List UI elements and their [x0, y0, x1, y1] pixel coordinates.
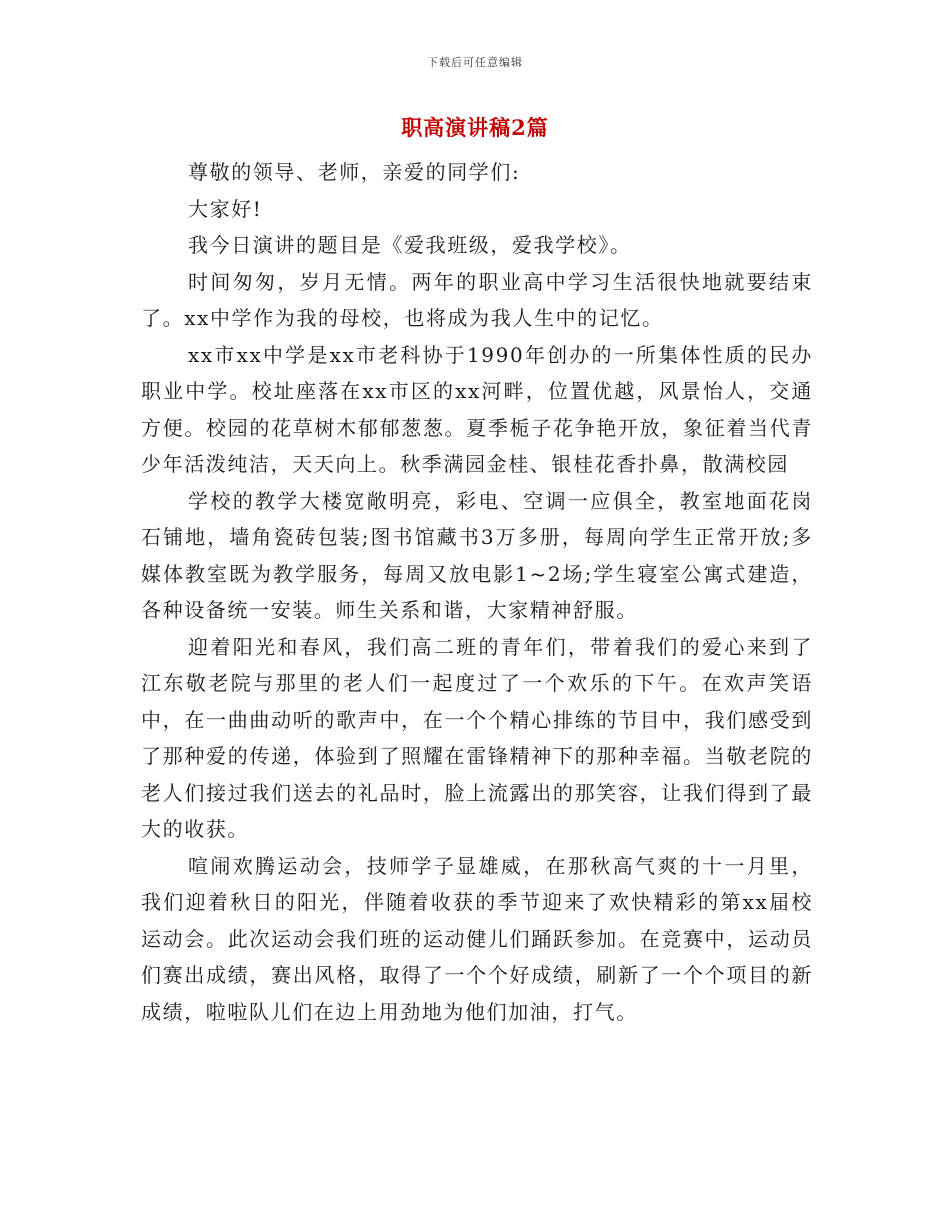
paragraph-salutation: 尊敬的领导、老师，亲爱的同学们: [188, 160, 521, 184]
paragraph: 迎着阳光和春风，我们高二班的青年们，带着我们的爱心来到了江东敬老院与那里的老人们一起度过了一个欢乐的下午。在欢声笑语中，在一曲曲动听的歌声中，在一个个精心排练的节目中，我们感受到了那种爱的传递，体验到了照耀在雷锋精神下的那种幸福。当敬老院的老人们接过我们送去的礼品时，脸上流露出的那笑容，让我们得到了最大的收获。 [141, 634, 813, 841]
paragraph-topic: 我今日演讲的题目是《爱我班级，爱我学校》。 [188, 233, 632, 257]
document-title: 职高演讲稿2篇 [401, 115, 549, 140]
paragraph: 学校的教学大楼宽敞明亮，彩电、空调一应俱全，教室地面花岗石铺地，墙角瓷砖包装;图书馆藏书3万多册，每周向学生正常开放;多媒体教室既为教学服务，每周又放电影1~2场;学生寝室公寓式建造，各种设备统一安装。师生关系和谐，大家精神舒服。 [141, 488, 813, 622]
paragraph: 时间匆匆，岁月无情。两年的职业高中学习生活很快地就要结束了。xx中学作为我的母校，也将成为我人生中的记忆。 [141, 269, 813, 330]
document-body [141, 154, 813, 1030]
header-note: 下载后可任意编辑 [427, 56, 523, 69]
paragraph-greeting: 大家好! [188, 196, 263, 221]
paragraph: xx市xx中学是xx市老科协于1990年创办的一所集体性质的民办职业中学。校址座落在xx市区的xx河畔，位置优越，风景怡人，交通方便。校园的花草树木郁郁葱葱。夏季栀子花争艳开放，象征着当代青少年活泼纯洁，天天向上。秋季满园金桂、银桂花香扑鼻，散满校园 [141, 342, 813, 476]
paragraph: 喧闹欢腾运动会，技师学子显雄威，在那秋高气爽的十一月里，我们迎着秋日的阳光，伴随着收获的季节迎来了欢快精彩的第xx届校运动会。此次运动会我们班的运动健儿们踊跃参加。在竞赛中，运动员们赛出成绩，赛出风格，取得了一个个好成绩，刷新了一个个项目的新成绩，啦啦队儿们在边上用劲地为他们加油，打气。 [141, 853, 813, 1024]
